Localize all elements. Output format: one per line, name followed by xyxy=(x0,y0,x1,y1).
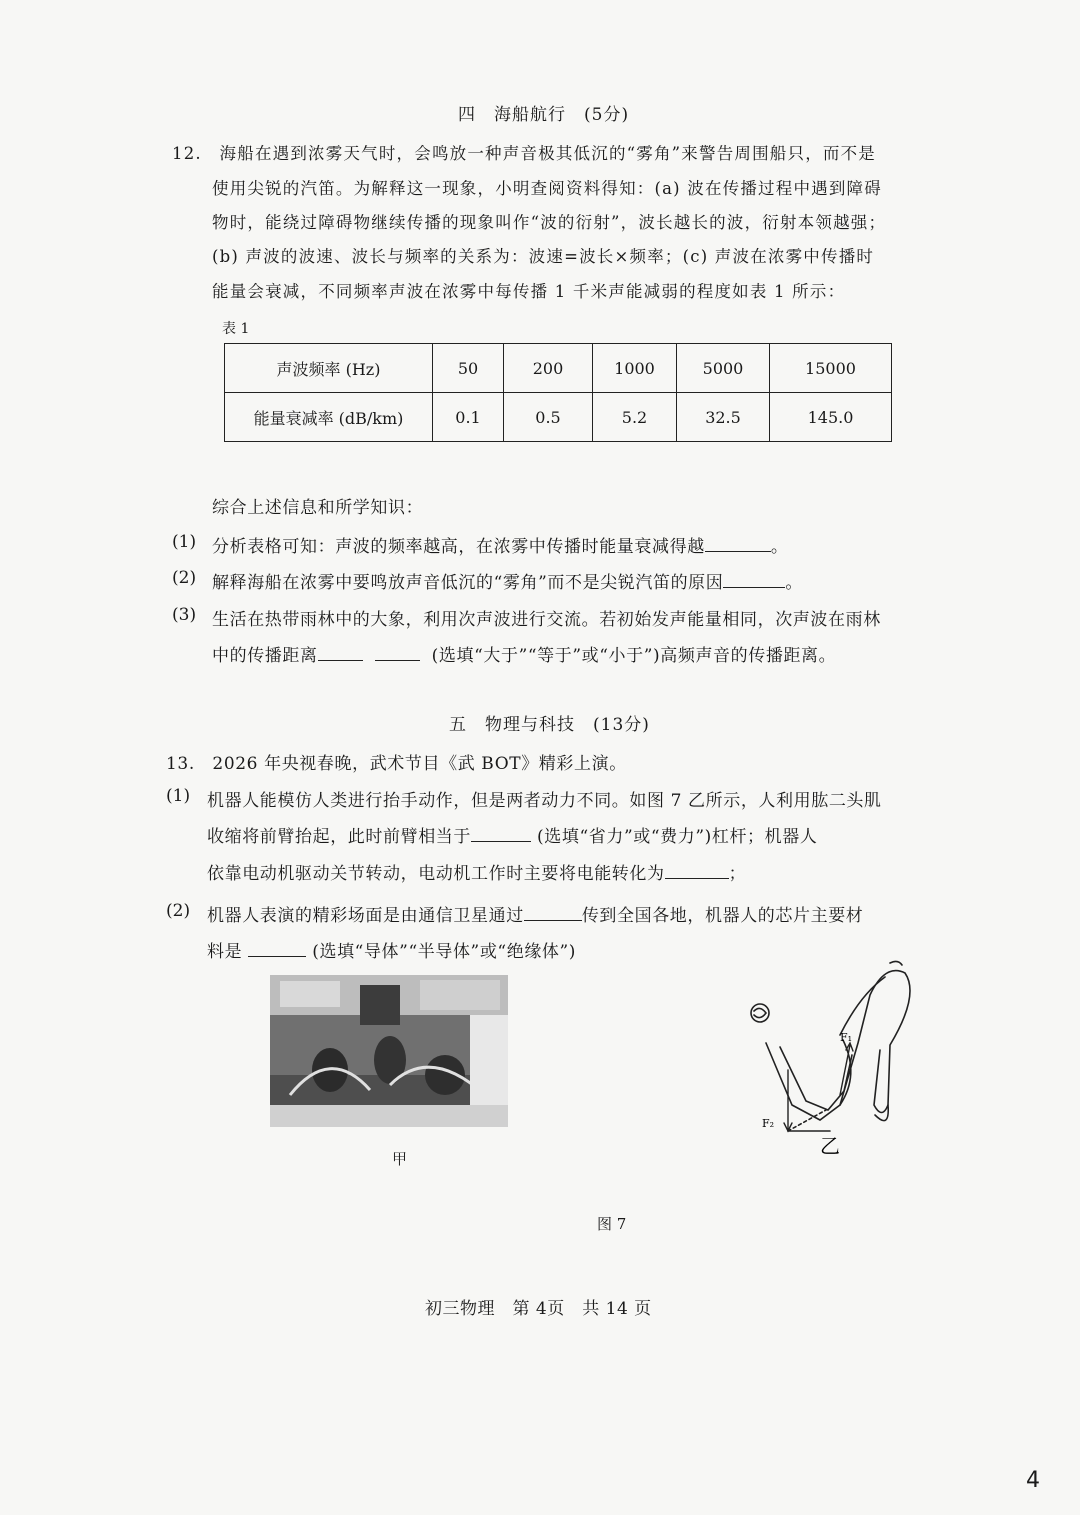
sub3-number: (3) xyxy=(172,605,197,625)
page-footer: 初三物理 第 4页 共 14 页 xyxy=(425,1299,652,1319)
table-cell: 145.0 xyxy=(770,393,892,442)
answer-blank[interactable] xyxy=(665,864,729,879)
summary-line: 综合上述信息和所学知识： xyxy=(212,498,424,518)
figure-caption: 图 7 xyxy=(597,1215,627,1233)
photo-illustration xyxy=(270,975,508,1127)
robot-performance-photo xyxy=(270,975,508,1127)
q12-line-3: 物时，能绕过障碍物继续传播的现象叫作“波的衍射”，波长越长的波，衍射本领越强； xyxy=(212,213,887,232)
p1-line-3 xyxy=(207,859,746,884)
sub3-text-a: 中的传播距离 xyxy=(212,646,318,666)
answer-blank[interactable] xyxy=(248,942,306,957)
table-cell: 0.5 xyxy=(504,393,593,442)
sub1-number: (1) xyxy=(172,532,197,552)
figure-label-b: 乙 xyxy=(820,1134,840,1158)
answer-blank[interactable] xyxy=(524,906,582,921)
p1-number: (1) xyxy=(166,786,191,806)
sub2-number: (2) xyxy=(172,568,197,588)
answer-blank[interactable] xyxy=(375,646,420,661)
table-cell: 32.5 xyxy=(677,393,770,442)
sub3-line-1: 生活在热带雨林中的大象，利用次声波进行交流。若初始发声能量相同，次声波在雨林 xyxy=(212,610,881,630)
p2-line-1 xyxy=(207,901,863,926)
arm-lever-diagram xyxy=(740,955,920,1160)
q12-line-1: 12. 海船在遇到浓雾天气时，会鸣放一种声音极其低沉的“雾角”来警告周围船只，而不是 xyxy=(172,144,877,163)
sub1-question xyxy=(212,532,788,557)
table-row-header: 能量衰减率 (dB/km) xyxy=(225,393,433,442)
p2-line-2 xyxy=(207,937,576,962)
table-row-header: 声波频率 (Hz) xyxy=(225,344,433,393)
p1-text-a: 收缩将前臂抬起，此时前臂相当于 xyxy=(207,827,471,847)
p2-text-d: (选填“导体”“半导体”或“绝缘体”) xyxy=(312,942,577,962)
p1-text-b: (选填“省力”或“费力”)杠杆；机器人 xyxy=(537,827,818,847)
q13-intro: 13. 2026 年央视春晚，武术节目《武 BOT》精彩上演。 xyxy=(166,754,627,774)
force-label-f1: F₁ xyxy=(840,1031,853,1044)
answer-blank[interactable] xyxy=(471,827,531,842)
p2-text-b: 传到全国各地，机器人的芯片主要材 xyxy=(581,906,864,926)
table-cell: 5000 xyxy=(677,344,770,393)
sub2-question xyxy=(212,568,803,593)
p1-text-d: ； xyxy=(728,864,747,884)
table-cell: 1000 xyxy=(593,344,677,393)
sub3-line-2 xyxy=(212,641,836,666)
answer-blank[interactable] xyxy=(723,573,785,588)
sub3-text-b: (选填“大于”“等于”或“小于”)高频声音的传播距离。 xyxy=(431,646,837,666)
p1-text-c: 依靠电动机驱动关节转动，电动机工作时主要将电能转化为 xyxy=(207,864,665,884)
force-label-f2: F₂ xyxy=(762,1117,775,1130)
table-row xyxy=(225,393,892,442)
p2-text-c: 料是 xyxy=(207,942,243,962)
table-row xyxy=(225,344,892,393)
table-caption: 表 1 xyxy=(222,321,250,337)
table-cell: 0.1 xyxy=(433,393,504,442)
p2-number: (2) xyxy=(166,901,191,921)
sub1-text: 分析表格可知：声波的频率越高，在浓雾中传播时能量衰减得越 xyxy=(212,537,705,557)
page-number: 4 xyxy=(1026,1468,1040,1493)
answer-blank[interactable] xyxy=(705,537,771,552)
p1-line-1: 机器人能模仿人类进行抬手动作，但是两者动力不同。如图 7 乙所示，人利用肱二头肌 xyxy=(207,791,882,811)
table-cell: 200 xyxy=(504,344,593,393)
figure-label-a: 甲 xyxy=(392,1150,408,1168)
sub2-text: 解释海船在浓雾中要鸣放声音低沉的“雾角”而不是尖锐汽笛的原因 xyxy=(212,573,724,593)
q12-line-4: (b) 声波的波速、波长与频率的关系为：波速=波长×频率；(c) 声波在浓雾中传播时 xyxy=(212,247,875,266)
p1-line-2 xyxy=(207,822,817,847)
table-cell: 50 xyxy=(433,344,504,393)
data-table xyxy=(224,343,892,442)
p2-text-a: 机器人表演的精彩场面是由通信卫星通过 xyxy=(207,906,524,926)
table-cell: 15000 xyxy=(770,344,892,393)
q12-line-2: 使用尖锐的汽笛。为解释这一现象，小明查阅资料得知：(a) 波在传播过程中遇到障碍 xyxy=(212,179,882,198)
answer-blank[interactable] xyxy=(318,646,363,661)
sub2-end: 。 xyxy=(785,573,803,593)
sub1-end: 。 xyxy=(770,537,789,557)
q12-line-5: 能量会衰减，不同频率声波在浓雾中每传播 1 千米声能减弱的程度如表 1 所示： xyxy=(212,282,846,301)
section-5-title: 五 物理与科技 (13分) xyxy=(449,715,650,735)
section-4-title: 四 海船航行 (5分) xyxy=(458,105,630,125)
table-cell: 5.2 xyxy=(593,393,677,442)
